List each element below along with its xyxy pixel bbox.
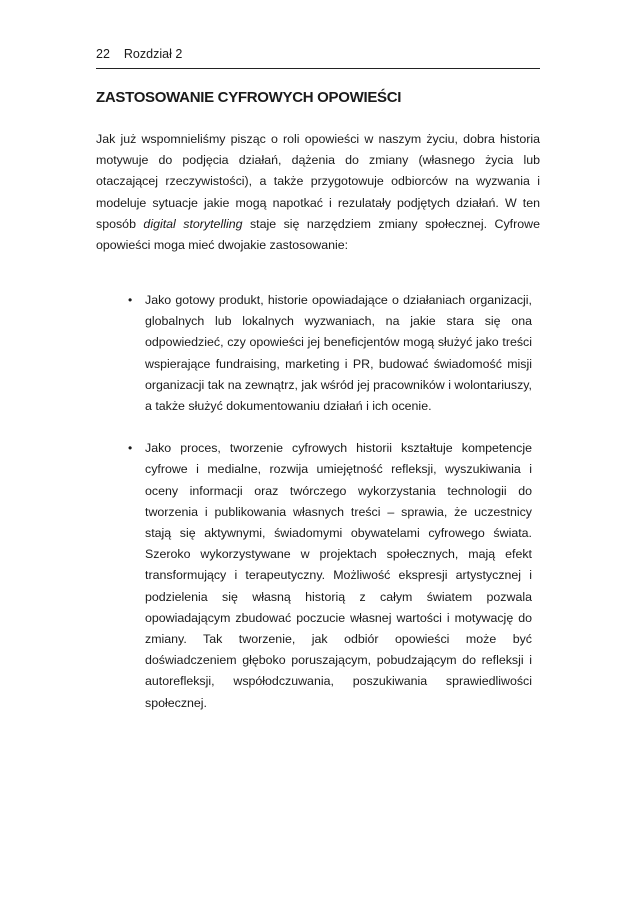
section-title: ZASTOSOWANIE CYFROWYCH OPOWIEŚCI [96,89,402,106]
page-number: 22 [96,47,110,61]
intro-text-before: Jak już wspomnieliśmy pisząc o roli opowieści w naszym życiu, dobra historia motywuje do podjęcia działań, dążenia do zmiany (własnego życia lub otaczającej rzeczywistości), a także przygotowuje odbiorców na wyzwania i modeluje sytuacje jakie mogą napotkać i rezulatały podjętych działań. W ten sposób [96,132,540,231]
list-item [112,290,532,417]
intro-emphasis: digital storytelling [143,216,243,231]
bullet-marker: • [128,293,133,307]
running-header [96,46,540,69]
list-item-text: Jako gotowy produkt, historie opowiadające o działaniach organizacji, globalnych lub lokalnych wyzwaniach, na jakie stara się ona odpowiedzieć, czy opowieści jej beneficjentów mogą służyć jako treści wspierające fundraising, marketing i PR, budować świadomość misji organizacji tak na zewnątrz, jak wśród jej pracowników i wolontariuszy, a także służyć dokumentowaniu działań i ich ocenie. [145,293,532,414]
list-item-text: Jako proces, tworzenie cyfrowych historii kształtuje kompetencje cyfrowe i medialne, rozwija umiejętność refleksji, wyszukiwania i oceny informacji oraz twórczego wykorzystania technologii do tworzenia i publikowania własnych treści – sprawia, że uczestnicy stają się aktywnymi, świadomymi obywatelami cyfrowego świata. Szeroko wykorzystywane w projektach społecznych, mają efekt transformujący i terapeutyczny. Możliwość ekspresji artystycznej i podzielenia się własną historią z całym światem pozwala opowiadającym zbudować poczucie własnej wartości i motywację do zmiany. Tak tworzenie, jak odbiór opowieści może być doświadczeniem głęboko poruszającym, pobudzającym do refleksji i autorefleksji, współodczuwania, poszukiwania sprawiedliwości społecznej. [145,441,532,710]
intro-paragraph [96,129,540,256]
bullet-list [112,290,532,714]
list-item [112,438,532,714]
chapter-label: Rozdział 2 [123,47,183,61]
bullet-marker: • [128,441,133,456]
intro-text-after: staje się narzędziem zmiany społecznej. Cyfrowe opowieści moga mieć dwojakie zastosowanie: [96,216,540,253]
